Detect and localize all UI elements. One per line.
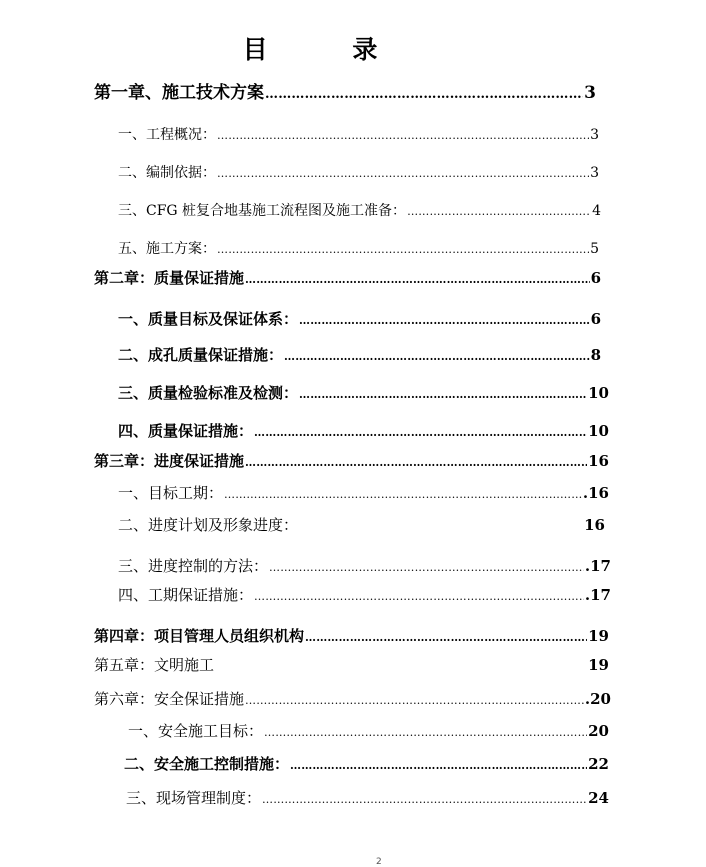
toc-page-number: 3	[590, 127, 599, 143]
toc-entry-text: 二、编制依据：	[118, 165, 216, 181]
toc-section-2-2[interactable]	[118, 346, 601, 366]
toc-page-number: 10	[588, 422, 609, 440]
toc-entry-text: 四、工期保证措施：	[118, 586, 254, 604]
toc-leader	[265, 86, 583, 104]
toc-entry-text: 第三章：进度保证措施	[94, 452, 245, 470]
toc-section-2-1[interactable]	[118, 310, 601, 330]
toc-leader	[305, 629, 587, 647]
toc-page-number: 6	[590, 310, 601, 328]
toc-section-1-1[interactable]	[118, 126, 599, 145]
page-title: 目 录	[242, 35, 416, 64]
toc-entry-text: 第一章、施工技术方案	[94, 83, 264, 103]
toc-leader	[217, 241, 589, 259]
toc-page-number: .17	[584, 586, 611, 604]
toc-page-number: 5	[590, 241, 599, 257]
toc-section-3-3[interactable]	[118, 557, 611, 577]
toc-leader	[245, 454, 587, 472]
toc-leader	[262, 791, 587, 809]
toc-page-number: 10	[588, 384, 609, 402]
toc-page-number: 3	[584, 83, 596, 103]
toc-leader	[217, 127, 589, 145]
toc-page-number: .17	[584, 557, 611, 575]
toc-leader	[217, 165, 589, 183]
toc-page-number: 16	[588, 452, 609, 470]
toc-page-number: 4	[592, 203, 601, 219]
toc-leader	[299, 386, 587, 404]
toc-page-number: 20	[588, 722, 609, 740]
toc-page-number: 22	[588, 755, 609, 773]
toc-section-3-4[interactable]	[118, 586, 611, 606]
toc-chapter-1[interactable]	[94, 84, 596, 104]
toc-page-number: 19	[588, 656, 609, 674]
toc-page-number: 6	[590, 269, 601, 287]
toc-section-6-3[interactable]	[126, 789, 609, 809]
toc-leader	[299, 312, 590, 330]
toc-entry-text: 三、质量检验标准及检测：	[118, 384, 299, 402]
toc-entry-text: 四、质量保证措施：	[118, 422, 254, 440]
toc-chapter-4[interactable]	[94, 627, 609, 647]
toc-section-2-4[interactable]	[118, 422, 609, 442]
toc-section-3-2[interactable]	[118, 516, 605, 536]
toc-page-number: 19	[588, 627, 609, 645]
toc-section-1-5[interactable]	[118, 240, 599, 259]
toc-leader	[245, 692, 584, 710]
page-footer-number: 2	[376, 857, 382, 867]
toc-page-number: 3	[590, 165, 599, 181]
toc-entry-text: 第五章：文明施工	[94, 656, 215, 674]
toc-entry-text: 第四章：项目管理人员组织机构	[94, 627, 305, 645]
toc-leader	[264, 724, 587, 742]
toc-page-number: 24	[588, 789, 609, 807]
toc-section-1-3[interactable]	[118, 202, 601, 221]
toc-entry-text: 二、安全施工控制措施：	[124, 755, 290, 773]
toc-page-number: 8	[590, 346, 601, 364]
toc-entry-text: 第六章：安全保证措施	[94, 690, 245, 708]
toc-leader	[254, 588, 584, 606]
toc-leader	[245, 271, 590, 289]
toc-entry-text: 二、成孔质量保证措施：	[118, 346, 284, 364]
toc-chapter-5[interactable]	[94, 656, 609, 676]
toc-section-6-2[interactable]	[124, 755, 609, 775]
toc-entry-text: 一、目标工期：	[118, 484, 224, 502]
toc-section-3-1[interactable]	[118, 484, 609, 504]
toc-leader	[407, 203, 591, 221]
toc-leader	[290, 757, 587, 775]
toc-leader	[254, 424, 587, 442]
toc-chapter-6[interactable]	[94, 690, 611, 710]
toc-entry-text: 一、安全施工目标：	[128, 722, 264, 740]
toc-entry-text: 三、现场管理制度：	[126, 789, 262, 807]
toc-leader	[269, 559, 584, 577]
toc-leader	[224, 486, 582, 504]
toc-page-number: .16	[582, 484, 609, 502]
toc-entry-text: 五、施工方案：	[118, 241, 216, 257]
toc-entry-text: 三、进度控制的方法：	[118, 557, 269, 575]
toc-entry-text: 三、CFG 桩复合地基施工流程图及施工准备：	[118, 203, 407, 219]
toc-chapter-3[interactable]	[94, 452, 609, 472]
toc-leader	[284, 348, 590, 366]
toc-page-number: 16	[584, 516, 605, 534]
toc-entry-text: 一、工程概况：	[118, 127, 216, 143]
toc-section-2-3[interactable]	[118, 384, 609, 404]
toc-entry-text: 二、进度计划及形象进度：	[118, 516, 299, 534]
toc-section-1-2[interactable]	[118, 164, 599, 183]
toc-entry-text: 一、质量目标及保证体系：	[118, 310, 299, 328]
toc-chapter-2[interactable]	[94, 269, 601, 289]
toc-section-6-1[interactable]	[128, 722, 609, 742]
toc-page-number: .20	[584, 690, 611, 708]
toc-entry-text: 第二章：质量保证措施	[94, 269, 245, 287]
